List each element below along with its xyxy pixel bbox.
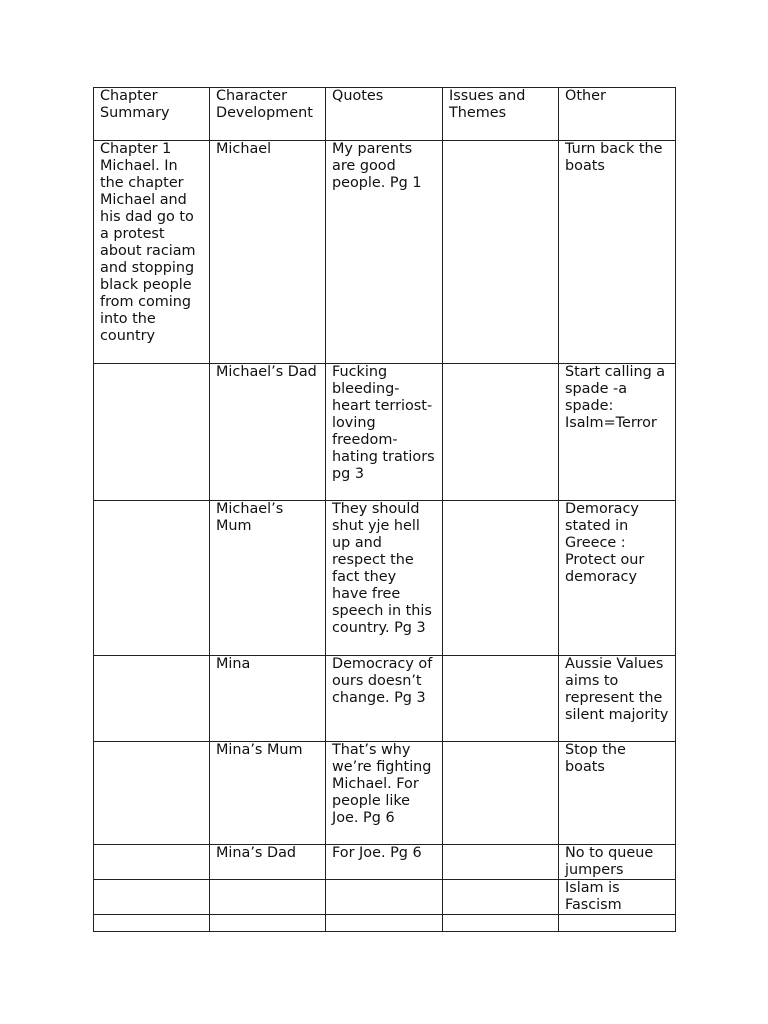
header-other: Other: [565, 88, 606, 104]
table-cell: [326, 141, 443, 364]
other-text: No to queue jumpers: [565, 845, 654, 878]
chapter-summary-text: Chapter 1 Michael. In the chapter Michael and his dad go to a protest about raciam and stopping black people from coming into the country: [100, 141, 196, 344]
table-cell: [326, 656, 443, 742]
table-row: [94, 364, 676, 501]
table-cell: [559, 742, 676, 845]
table-row: [94, 915, 676, 932]
table-cell: [210, 880, 326, 915]
character-name: Michael’s Mum: [216, 501, 284, 534]
other-text: Start calling a spade -a spade: Isalm=Terror: [565, 364, 666, 431]
table-cell: [210, 845, 326, 880]
other-text: Demoracy stated in Greece : Protect our demoracy: [565, 501, 645, 585]
table-cell: [210, 742, 326, 845]
table-cell: [559, 501, 676, 656]
table-cell: [443, 501, 559, 656]
table-cell: [94, 501, 210, 656]
table-row: [94, 656, 676, 742]
table-cell: [326, 915, 443, 932]
table-cell: [443, 141, 559, 364]
table-cell: [210, 656, 326, 742]
header-cell: [210, 88, 326, 141]
table-cell: [94, 880, 210, 915]
table-cell: [443, 880, 559, 915]
table-cell: [94, 742, 210, 845]
character-name: Mina’s Mum: [216, 742, 303, 758]
table-cell: [94, 364, 210, 501]
table-cell: [210, 364, 326, 501]
table-cell: [559, 141, 676, 364]
other-text: Aussie Values aims to represent the silent majority: [565, 656, 669, 723]
header-quotes: Quotes: [332, 88, 384, 104]
table-cell: [559, 915, 676, 932]
character-name: Michael’s Dad: [216, 364, 317, 380]
table-cell: [559, 656, 676, 742]
quote-text: For Joe. Pg 6: [332, 845, 422, 861]
table-cell: [210, 915, 326, 932]
table-cell: [326, 742, 443, 845]
table-cell: [443, 915, 559, 932]
character-name: Mina: [216, 656, 251, 672]
table-cell: [210, 141, 326, 364]
table-cell: [94, 845, 210, 880]
table-cell: [326, 501, 443, 656]
header-chapter-summary: Chapter Summary: [100, 88, 170, 121]
header-character-development: Character Development: [216, 88, 313, 121]
table-row: [94, 880, 676, 915]
other-text: Stop the boats: [565, 742, 626, 775]
table-cell: [559, 845, 676, 880]
quote-text: That’s why we’re fighting Michael. For people like Joe. Pg 6: [332, 742, 432, 826]
table-cell: [94, 915, 210, 932]
header-cell: [326, 88, 443, 141]
table-cell: [94, 141, 210, 364]
notes-table: [93, 87, 676, 932]
other-text: Islam is Fascism: [565, 880, 622, 913]
table-cell: [443, 845, 559, 880]
header-cell: [443, 88, 559, 141]
quote-text: My parents are good people. Pg 1: [332, 141, 422, 191]
table-cell: [94, 656, 210, 742]
quote-text: Democracy of ours doesn’t change. Pg 3: [332, 656, 433, 706]
character-name: Mina’s Dad: [216, 845, 297, 861]
quote-text: Fucking bleeding-heart terriost-loving freedom-hating tratiors pg 3: [332, 364, 435, 482]
table-cell: [443, 742, 559, 845]
table-cell: [326, 880, 443, 915]
table-row: [94, 742, 676, 845]
table-cell: [443, 364, 559, 501]
header-issues-themes: Issues and Themes: [449, 88, 526, 121]
table-cell: [326, 845, 443, 880]
table-cell: [326, 364, 443, 501]
table-cell: [559, 364, 676, 501]
table-header-row: [94, 88, 676, 141]
table-cell: [210, 501, 326, 656]
character-name: Michael: [216, 141, 272, 157]
table-cell: [443, 656, 559, 742]
table-row: [94, 845, 676, 880]
table-row: [94, 141, 676, 364]
header-cell: [559, 88, 676, 141]
table-row: [94, 501, 676, 656]
table-cell: [559, 880, 676, 915]
other-text: Turn back the boats: [565, 141, 663, 174]
quote-text: They should shut yje hell up and respect the fact they have free speech in this country. Pg 3: [332, 501, 432, 636]
header-cell: [94, 88, 210, 141]
